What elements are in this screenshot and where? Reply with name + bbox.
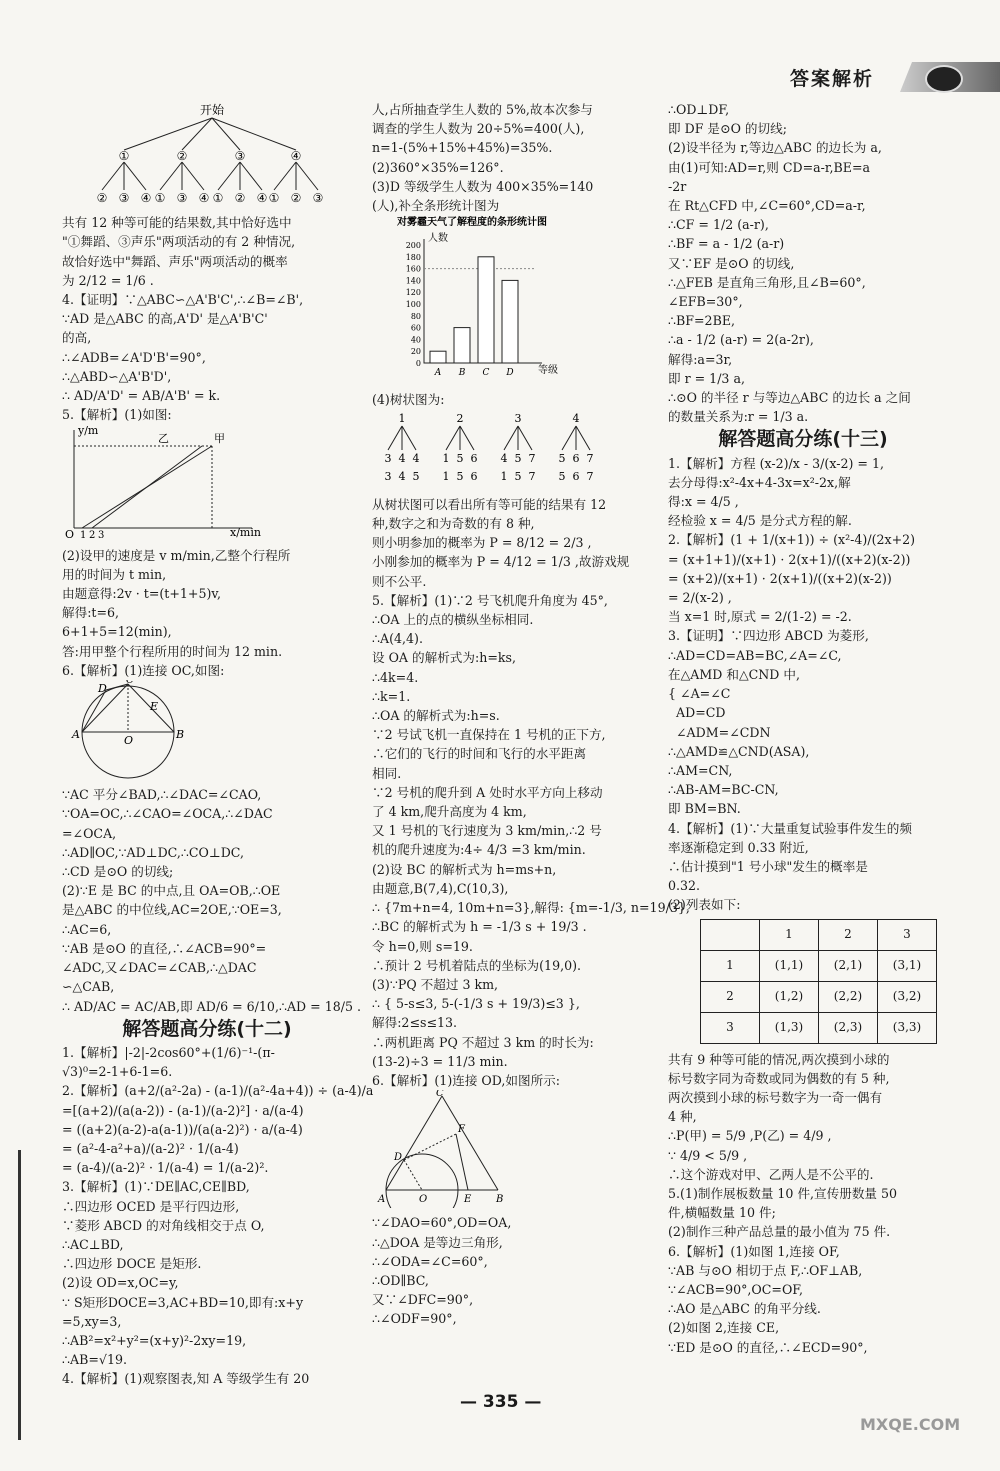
tree-leaf: ④ (140, 191, 152, 205)
text-line: ∴AB-AM=BC-CN, (668, 782, 779, 798)
text-line: 解得:2≤s≤13. (372, 1015, 458, 1031)
tree2-leaf: 7 (586, 469, 594, 483)
text-line: 用的时间为 t min, (62, 566, 167, 582)
text-line: ∴⊙O 的半径 r 与等边△ABC 的边长 a 之间 (668, 390, 911, 406)
table-cell: 1 (701, 950, 760, 981)
text-line: ∵∠DAO=60°,OD=OA, (372, 1215, 512, 1231)
x-tick-label: C (482, 368, 490, 379)
y-tick-label: 120 (405, 288, 421, 298)
text-line: 在△AMD 和△CND 中, (668, 666, 801, 682)
probability-tree-2 (372, 410, 602, 490)
text-line: ∴估计摸到"1 号小球"发生的概率是 (668, 858, 868, 874)
text-line: (2)制作三种产品总量的最小值为 75 件. (668, 1224, 891, 1240)
x-tick-label: B (458, 368, 466, 379)
text-line: ∴P(甲) = 5/9 ,P(乙) = 4/9 , (668, 1128, 832, 1144)
text-line: 种,数字之和为奇数的有 8 种, (372, 516, 535, 532)
tree2-branch (460, 426, 474, 450)
text-line: 当 x=1 时,原式 = 2/(1-2) = -2. (668, 609, 852, 625)
text-line: 4.【解析】(1)∵大量重复试验事件发生的频 (668, 820, 912, 836)
text-line: ∴a - 1/2 (a-r) = 2(a-2r), (668, 332, 814, 348)
text-line: 由题意得:2v · t=(t+1+5)v, (62, 586, 222, 602)
text-line: 2.【解析】(1 + 1/(x+1)) ÷ (x²-4)/(2x+2) (668, 532, 916, 548)
text-line: 则不公平. (372, 573, 427, 589)
text-line: ∠ADM=∠CDN (668, 724, 771, 740)
text-line: 去分母得:x²-4x+4-3x=x²-2x,解 (668, 474, 851, 490)
section-title-12: 解答题高分练(十二) (122, 1017, 292, 1040)
text-line: = (a²-4-a²+a)/(a-2)² · 1/(a-4) (62, 1140, 239, 1156)
text-line: 即 BM=BN. (668, 801, 741, 817)
text-line: = 2/(x-2) , (668, 590, 732, 606)
text-line: 从树状图可以看出所有等可能的结果有 12 (372, 496, 607, 512)
text-line: ∴CD 是⊙O 的切线; (62, 864, 174, 880)
tree-leaf: ① (268, 191, 280, 205)
graph-label-3: 3 (98, 530, 105, 541)
x-tick-label: D (506, 368, 514, 379)
text-line: ∵∠ACB=90°,OC=OF, (668, 1281, 804, 1297)
table-cell: (2,3) (819, 1012, 878, 1043)
text-line: 人,占所抽查学生人数的 5%,故本次参与 (372, 102, 593, 117)
text-line: 故恰好选中"舞蹈、声乐"两项活动的概率 (62, 253, 288, 269)
margin-rule (18, 1150, 21, 1440)
text-line: 解得:a=3r, (668, 351, 733, 367)
tree2-leaf: 1 (500, 469, 508, 483)
tree2-branch (388, 426, 402, 450)
text-line: = (x+1+1)/(x+1) · 2(x+1)/((x+2)(x-2)) (668, 551, 911, 567)
text-line: 小刚参加的概率为 P = 4/12 = 1/3 ,故游戏规 (372, 554, 630, 570)
table-cell: (1,1) (760, 950, 819, 981)
bar-chart-title: 对雾霾天气了解程度的条形统计图 (397, 217, 547, 229)
svg-text:B: B (176, 728, 185, 742)
text-line: ∵ S矩形DOCE=3,AC+BD=10,即有:x+y (62, 1294, 304, 1310)
tree2-child: 4 (398, 451, 406, 465)
text-line: ∵菱形 ABCD 的对角线相交于点 O, (62, 1217, 265, 1233)
text-line: ∵AB 与⊙O 相切于点 F,∴OF⊥AB, (668, 1262, 863, 1278)
tree2-child: 4 (500, 451, 508, 465)
triangle-circle-figure (372, 1090, 522, 1208)
text-line: = (x+2)/(x+1) · 2(x+1)/((x+2)(x-2)) (668, 570, 892, 586)
tree-node: ④ (290, 149, 302, 163)
text-line: -2r (668, 178, 687, 194)
text-line: ∴两机距离 PQ 不超过 3 km 的时长为: (372, 1034, 594, 1050)
text-line: ∵2 号机的爬升到 A 处时水平方向上移动 (372, 784, 603, 800)
text-line: ∴BC 的解析式为 h = -1/3 s + 19/3 . (372, 919, 587, 935)
tree2-root: 2 (456, 411, 464, 425)
text-line: 为 2/12 = 1/6 . (62, 272, 154, 288)
text-line: 0.32. (668, 878, 701, 894)
text-line: = ((a+2)(a-2)-a(a-1))/(a(a-2)²) · a/(a-4) (62, 1121, 303, 1137)
bar-chart-ylabel: 人数 (428, 233, 448, 245)
column-1 (62, 100, 374, 1389)
tree2-branch (446, 426, 460, 450)
bar-chart-xlabel: 等级 (538, 365, 558, 377)
table-cell: (2,2) (819, 981, 878, 1012)
text-line: 两次摸到小球的标号数字为一奇一偶有 (668, 1089, 883, 1105)
tree2-branch (504, 426, 518, 450)
y-tick-label: 200 (405, 241, 421, 251)
y-tick-label: 20 (410, 347, 421, 357)
y-tick-label: 40 (410, 335, 421, 345)
text-line: 的数量关系为:r = 1/3 a. (668, 409, 809, 425)
text-line: ∴△AMD≌△CND(ASA), (668, 743, 810, 759)
text-line: =∠OCA, (62, 825, 117, 841)
y-tick-label: 0 (415, 359, 421, 369)
y-tick-label: 180 (405, 253, 421, 263)
text-line: 6.【解析】(1)连接 OC,如图: (62, 662, 225, 678)
bar-D (502, 281, 518, 364)
tree2-leaf: 3 (384, 469, 392, 483)
text-line: ∵AD 是△ABC 的高,A'D' 是△A'B'C' (62, 311, 268, 327)
text-line: ∴△FEB 是直角三角形,且∠B=60°, (668, 274, 866, 290)
tree-root: 开始 (199, 103, 225, 117)
text-line: (2)设 BC 的解析式为 h=ms+n, (372, 861, 557, 877)
text-line: ∴BF = a - 1/2 (a-r) (668, 236, 785, 252)
graph-label-yi: 乙 (158, 432, 169, 446)
text-line: ∵AC 平分∠BAD,∴∠DAC=∠CAO, (62, 787, 262, 803)
graph-label-jia: 甲 (214, 432, 225, 446)
tree2-root: 1 (398, 411, 406, 425)
text-line: ∽△CAB, (62, 979, 115, 995)
tree2-child: 5 (558, 451, 566, 465)
tree2-leaf: 1 (442, 469, 450, 483)
tree2-child: 3 (384, 451, 392, 465)
table-header-cell: 3 (878, 919, 937, 950)
text-line: (2)360°×35%=126°. (372, 159, 504, 175)
table-cell: (2,1) (819, 950, 878, 981)
text-line: 在 Rt△CFD 中,∠C=60°,CD=a-r, (668, 198, 866, 214)
text-line: 相同. (372, 765, 402, 781)
text-line: (2)设甲的速度是 v m/min,乙整个行程所 (62, 547, 291, 563)
text-line: (2)∵E 是 BC 的中点,且 OA=OB,∴OE (62, 883, 281, 899)
text-line: 6.【解析】(1)如图 1,连接 OF, (668, 1243, 840, 1259)
tree-leaf: ② (96, 191, 108, 205)
text-line: ∴△DOA 是等边三角形, (372, 1234, 503, 1250)
tree-node: ② (176, 149, 188, 163)
text-line: (3)D 等级学生人数为 400×35%=140 (372, 178, 594, 194)
text-line: ∴AC=6, (62, 921, 112, 937)
text-line: ∴预计 2 号机着陆点的坐标为(19,0). (372, 957, 582, 973)
text-line: = (a-4)/(a-2)² · 1/(a-4) = 1/(a-2)². (62, 1160, 269, 1176)
tree2-child: 7 (586, 451, 594, 465)
text-line: 3.【证明】∵四边形 ABCD 为菱形, (668, 628, 869, 644)
table-cell: 2 (701, 981, 760, 1012)
text-line: ∴∠ODA=∠C=60°, (372, 1253, 488, 1269)
tree2-leaf: 6 (572, 469, 580, 483)
text-line: 即 r = 1/3 a, (668, 370, 745, 386)
circle-figure-6 (62, 680, 192, 780)
table-cell: (3,3) (878, 1012, 937, 1043)
svg-text:F: F (458, 1124, 465, 1136)
table-row (701, 1012, 937, 1043)
text-line: 答:用甲整个行程所用的时间为 12 min. (62, 643, 283, 659)
svg-text:A: A (72, 728, 80, 742)
table-cell: (3,2) (878, 981, 937, 1012)
text-line: ∠ADC,又∠DAC=∠CAB,∴△DAC (62, 960, 257, 976)
text-line: 得:x = 4/5 , (668, 494, 739, 510)
text-line: 5.【解析】(1)∵2 号飞机爬升角度为 45°, (372, 592, 608, 608)
text-line: ∴ { 5-s≤3, 5-(-1/3 s + 19/3)≤3 }, (372, 996, 580, 1012)
y-tick-label: 100 (405, 300, 421, 310)
tree2-child: 1 (442, 451, 450, 465)
text-line: ∴AD∥OC,∵AD⊥DC,∴CO⊥DC, (62, 844, 244, 860)
text-line: ∴OD⊥DF, (668, 102, 730, 117)
table-header-row (701, 919, 937, 950)
text-line: ∴这个游戏对甲、乙两人是不公平的. (668, 1166, 874, 1182)
bar-chart (372, 215, 572, 385)
text-line: ∴AM=CN, (668, 762, 733, 778)
text-line: 又∵EF 是⊙O 的切线, (668, 255, 795, 271)
text-line: "①舞蹈、③声乐"两项活动的有 2 种情况, (62, 234, 296, 250)
text-line: ∴AC⊥BD, (62, 1236, 124, 1252)
text-line: 件,横幅数量 10 件; (668, 1205, 776, 1221)
text-line: ∴∠ODF=90°, (372, 1311, 457, 1327)
tree2-leaf: 4 (398, 469, 406, 483)
tree-leaf: ③ (312, 191, 324, 205)
text-line: ∴它们的飞行的时间和飞行的水平距离 (372, 746, 587, 762)
svg-text:O: O (124, 734, 134, 748)
header-logo-icon (925, 65, 963, 93)
text-line: ∵ED 是⊙O 的直径,∴∠ECD=90°, (668, 1339, 868, 1355)
header-title: 答案解析 (790, 68, 875, 90)
text-line: (2)列表如下: (668, 897, 741, 913)
text-line: 共有 9 种等可能的情况,两次摸到小球的 (668, 1051, 890, 1067)
text-line: 4.【证明】∵△ABC∽△A'B'C',∴∠B=∠B', (62, 292, 304, 308)
table-row (701, 981, 937, 1012)
text-line: 5.(1)制作展板数量 10 件,宣传册数量 50 (668, 1185, 898, 1201)
tree2-root: 4 (572, 411, 580, 425)
y-tick-label: 80 (410, 312, 421, 322)
text-line: 经检验 x = 4/5 是分式方程的解. (668, 513, 852, 529)
bar-C (478, 257, 494, 363)
text-line: 是△ABC 的中位线,AC=2OE,∵OE=3, (62, 902, 282, 918)
text-line: 6.【解析】(1)连接 OD,如图所示: (372, 1072, 561, 1088)
text-line: 6+1+5=12(min), (62, 624, 172, 640)
text-line: ∵2 号试飞机一直保持在 1 号机的正下方, (372, 727, 606, 743)
tree-node: ① (118, 149, 130, 163)
results-table (700, 919, 937, 1044)
text-line: =[(a+2)/(a(a-2)) - (a-1)/(a-2)²] · a/(a-4) (62, 1102, 304, 1118)
text-line: ∴OD∥BC, (372, 1272, 429, 1288)
text-line: ∴BF=2BE, (668, 313, 736, 329)
tree2-branch (402, 426, 416, 450)
text-line: ∴ AD/AC = AC/AB,即 AD/6 = 6/10,∴AD = 18/5 . (62, 998, 362, 1014)
text-line: ∴四边形 DOCE 是矩形. (62, 1256, 202, 1272)
text-line: 又 1 号机的飞行速度为 3 km/min,∴2 号 (372, 823, 602, 839)
y-tick-label: 160 (405, 264, 421, 274)
table-header-cell: 1 (760, 919, 819, 950)
tree2-child: 4 (412, 451, 420, 465)
tree-leaf: ④ (198, 191, 210, 205)
text-line: 标号数字同为奇数或同为偶数的有 5 种, (668, 1070, 890, 1086)
text-line: ∴OA 上的点的横纵坐标相同. (372, 612, 534, 628)
y-tick-label: 60 (410, 323, 421, 333)
svg-text:O: O (419, 1194, 428, 1206)
text-line: n=1-(5%+15%+45%)=35%. (372, 140, 553, 156)
tree2-child: 6 (572, 451, 580, 465)
text-line: 即 DF 是⊙O 的切线; (668, 121, 787, 137)
bar-A (430, 351, 446, 363)
table-cell: (3,1) (878, 950, 937, 981)
text-line: ∴AB²=x²+y²=(x+y)²-2xy=19, (62, 1332, 247, 1348)
tree-leaf: ② (234, 191, 246, 205)
text-line: (2)设 OD=x,OC=y, (62, 1275, 179, 1291)
svg-text:C: C (436, 1090, 444, 1100)
tree2-branch (562, 426, 576, 450)
text-line: ∴A(4,4). (372, 631, 423, 647)
text-line: 设 OA 的解析式为:h=ks, (372, 650, 516, 666)
text-line: { ∠A=∠C (668, 686, 731, 702)
table-cell: 3 (701, 1012, 760, 1043)
tree2-leaf: 5 (456, 469, 464, 483)
text-line: 4.【解析】(1)观察图表,知 A 等级学生有 20 (62, 1371, 310, 1387)
text-line: ∴AO 是△ABC 的角平分线. (668, 1301, 821, 1317)
text-line: ∴k=1. (372, 688, 411, 704)
tree2-leaf: 5 (514, 469, 522, 483)
graph-xlabel: x/min (230, 526, 261, 540)
text-line: 5.【解析】(1)如图: (62, 407, 172, 423)
svg-text:A: A (378, 1194, 386, 1206)
text-line: ∴ AD/A'D' = AB/A'B' = k. (62, 388, 221, 404)
svg-text:B: B (496, 1194, 504, 1206)
tree-node: ③ (234, 149, 246, 163)
text-line: ∵OA=OC,∴∠CAO=∠OCA,∴∠DAC (62, 806, 273, 822)
tree-leaf: ① (212, 191, 224, 205)
table-header-cell (701, 919, 760, 950)
text-line: 又∵∠DFC=90°, (372, 1292, 474, 1308)
graph-label-2: 2 (89, 530, 96, 541)
bar-B (454, 328, 470, 363)
table-cell: (1,3) (760, 1012, 819, 1043)
text-line: 令 h=0,则 s=19. (372, 938, 473, 954)
text-line: 率逐渐稳定到 0.33 附近, (668, 839, 809, 855)
table-cell: (1,2) (760, 981, 819, 1012)
text-line: ∵ 4/9 < 5/9 , (668, 1147, 748, 1163)
watermark-text: MXQE.COM (860, 1415, 961, 1434)
section-title-13: 解答题高分练(十三) (718, 428, 888, 451)
text-line: ∴4k=4. (372, 669, 419, 685)
tree-leaf: ③ (118, 191, 130, 205)
text-line: (2)设半径为 r,等边△ABC 的边长为 a, (668, 140, 882, 156)
text-line: 1.【解析】方程 (x-2)/x - 3/(x-2) = 1, (668, 455, 884, 471)
text-line: 3.【解析】(1)∵DE∥AC,CE∥BD, (62, 1179, 250, 1195)
table-header-cell: 2 (819, 919, 878, 950)
column-3 (668, 100, 938, 1357)
x-tick-label: A (434, 368, 442, 379)
text-line: 1.【解析】|-2|-2cos60°+(1/6)⁻¹-(π- (62, 1044, 275, 1060)
text-line: (3)∵PQ 不超过 3 km, (372, 976, 499, 992)
tree2-leaf: 7 (528, 469, 536, 483)
text-line: ∴ {7m+n=4, 10m+n=3},解得: {m=-1/3, n=19/3}, (372, 900, 690, 916)
svg-text:D: D (394, 1152, 403, 1164)
text-line: ∠EFB=30°, (668, 294, 743, 310)
text-line: (13-2)÷3 = 11/3 min. (372, 1053, 508, 1069)
text-line: 解得:t=6, (62, 605, 120, 621)
text-line: 了 4 km,爬升高度为 4 km, (372, 804, 527, 820)
graph-label-o: O (65, 528, 75, 541)
tree2-branch (576, 426, 590, 450)
text-line: ∴∠ADB=∠A'D'B'=90°, (62, 349, 206, 365)
text-line: (2)如图 2,连接 CE, (668, 1320, 780, 1336)
text-line: ∴AB=√19. (62, 1352, 127, 1368)
graph-problem-5 (62, 424, 262, 540)
y-tick-label: 140 (405, 276, 421, 286)
tree2-child: 6 (470, 451, 478, 465)
text-line: √3)⁰=2-1+6-1=6. (62, 1064, 173, 1080)
table-row (701, 950, 937, 981)
tree2-child: 5 (456, 451, 464, 465)
graph-ylabel: y/m (78, 424, 99, 438)
text-line: (人),补全条形统计图为 (372, 198, 500, 214)
probability-tree-1 (62, 100, 342, 208)
graph-label-1: 1 (80, 530, 87, 541)
text-line: (4)树状图为: (372, 392, 445, 408)
text-line: ∵AB 是⊙O 的直径,∴∠ACB=90°= (62, 940, 267, 956)
text-line: 由(1)可知:AD=r,则 CD=a-r,BE=a (668, 159, 871, 175)
tree2-child: 5 (514, 451, 522, 465)
text-line: 机的爬升速度为:4÷ 4/3 =3 km/min. (372, 842, 586, 858)
svg-text:D: D (98, 682, 107, 696)
text-line: ∴△ABD∽△A'B'D', (62, 368, 172, 384)
text-line: ∴四边形 OCED 是平行四边形, (62, 1198, 240, 1214)
text-line: 由题意,B(7,4),C(10,3), (372, 880, 509, 896)
text-line: 2.【解析】(a+2/(a²-2a) - (a-1)/(a²-4a+4)) ÷ (a-4)/a (62, 1083, 374, 1099)
tree-leaf: ④ (256, 191, 268, 205)
text-line: AD=CD (668, 705, 726, 721)
tree2-leaf: 5 (558, 469, 566, 483)
tree-leaf: ③ (176, 191, 188, 205)
svg-text:C: C (126, 680, 134, 687)
svg-text:E: E (150, 700, 159, 714)
tree2-root: 3 (514, 411, 522, 425)
text-line: 则小明参加的概率为 P = 8/12 = 2/3 , (372, 535, 592, 551)
text-line: ∴OA 的解析式为:h=s. (372, 708, 500, 724)
svg-text:E: E (464, 1194, 472, 1206)
text-line: ∴CF = 1/2 (a-r), (668, 217, 769, 233)
page-number: — 335 — (460, 1392, 542, 1412)
tree2-leaf: 6 (470, 469, 478, 483)
tree-leaf: ① (154, 191, 166, 205)
tree2-branch (518, 426, 532, 450)
text-line: 的高, (62, 330, 92, 346)
text-line: =5,xy=3, (62, 1313, 122, 1329)
tree2-child: 7 (528, 451, 536, 465)
text-line: 4 种, (668, 1109, 697, 1125)
tree2-leaf: 5 (412, 469, 420, 483)
page-header (780, 62, 1000, 94)
text-line: 调查的学生人数为 20÷5%=400(人), (372, 121, 585, 137)
text-line: ∴AD=CD=AB=BC,∠A=∠C, (668, 647, 842, 663)
text-line: 共有 12 种等可能的结果数,其中恰好选中 (62, 215, 292, 231)
tree-leaf: ② (290, 191, 302, 205)
